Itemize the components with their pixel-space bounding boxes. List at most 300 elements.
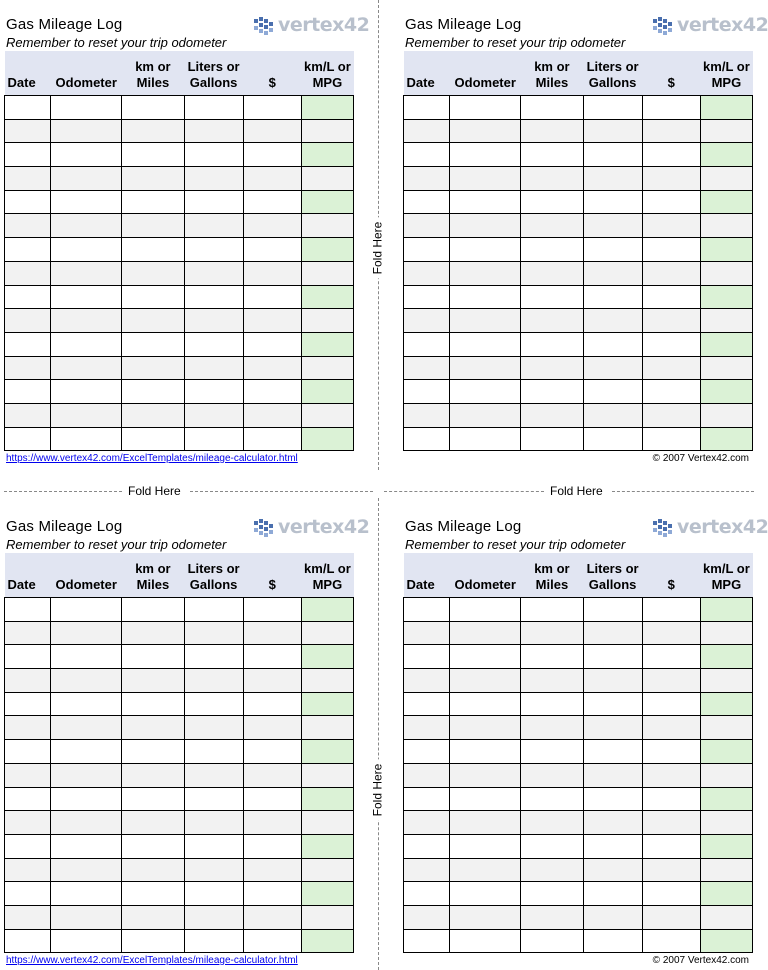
cell-date[interactable] bbox=[404, 403, 450, 427]
cell-fuel[interactable] bbox=[184, 214, 243, 238]
cell-mpg[interactable] bbox=[301, 598, 353, 622]
cell-mpg[interactable] bbox=[301, 669, 353, 693]
cell-date[interactable] bbox=[5, 380, 51, 404]
cell-fuel[interactable] bbox=[583, 811, 642, 835]
cell-date[interactable] bbox=[404, 261, 450, 285]
cell-odometer[interactable] bbox=[51, 929, 122, 953]
cell-distance[interactable] bbox=[122, 621, 184, 645]
cell-date[interactable] bbox=[5, 905, 51, 929]
cell-odometer[interactable] bbox=[450, 645, 521, 669]
cell-mpg[interactable] bbox=[700, 285, 752, 309]
cell-fuel[interactable] bbox=[184, 669, 243, 693]
cell-cost[interactable] bbox=[243, 356, 301, 380]
cell-cost[interactable] bbox=[642, 645, 700, 669]
cell-odometer[interactable] bbox=[450, 119, 521, 143]
cell-distance[interactable] bbox=[122, 214, 184, 238]
cell-odometer[interactable] bbox=[51, 645, 122, 669]
cell-date[interactable] bbox=[5, 427, 51, 451]
cell-mpg[interactable] bbox=[301, 167, 353, 191]
cell-date[interactable] bbox=[5, 834, 51, 858]
cell-distance[interactable] bbox=[521, 598, 583, 622]
cell-date[interactable] bbox=[5, 858, 51, 882]
cell-odometer[interactable] bbox=[51, 905, 122, 929]
cell-distance[interactable] bbox=[521, 692, 583, 716]
cell-cost[interactable] bbox=[243, 811, 301, 835]
cell-fuel[interactable] bbox=[583, 332, 642, 356]
cell-date[interactable] bbox=[404, 598, 450, 622]
cell-distance[interactable] bbox=[122, 645, 184, 669]
cell-fuel[interactable] bbox=[583, 692, 642, 716]
cell-cost[interactable] bbox=[642, 214, 700, 238]
cell-fuel[interactable] bbox=[583, 309, 642, 333]
cell-mpg[interactable] bbox=[301, 692, 353, 716]
cell-date[interactable] bbox=[404, 692, 450, 716]
cell-distance[interactable] bbox=[122, 380, 184, 404]
cell-distance[interactable] bbox=[521, 834, 583, 858]
cell-mpg[interactable] bbox=[700, 692, 752, 716]
cell-odometer[interactable] bbox=[51, 143, 122, 167]
cell-date[interactable] bbox=[404, 858, 450, 882]
cell-date[interactable] bbox=[5, 309, 51, 333]
cell-odometer[interactable] bbox=[51, 811, 122, 835]
cell-mpg[interactable] bbox=[700, 716, 752, 740]
cell-odometer[interactable] bbox=[450, 143, 521, 167]
cell-date[interactable] bbox=[5, 190, 51, 214]
cell-cost[interactable] bbox=[642, 261, 700, 285]
cell-distance[interactable] bbox=[122, 692, 184, 716]
cell-odometer[interactable] bbox=[51, 332, 122, 356]
cell-mpg[interactable] bbox=[700, 929, 752, 953]
cell-cost[interactable] bbox=[642, 692, 700, 716]
cell-date[interactable] bbox=[5, 882, 51, 906]
cell-distance[interactable] bbox=[122, 882, 184, 906]
cell-odometer[interactable] bbox=[51, 190, 122, 214]
cell-odometer[interactable] bbox=[450, 621, 521, 645]
cell-date[interactable] bbox=[404, 811, 450, 835]
cell-fuel[interactable] bbox=[184, 882, 243, 906]
cell-distance[interactable] bbox=[521, 858, 583, 882]
cell-mpg[interactable] bbox=[301, 143, 353, 167]
cell-mpg[interactable] bbox=[700, 598, 752, 622]
cell-odometer[interactable] bbox=[51, 309, 122, 333]
cell-date[interactable] bbox=[404, 621, 450, 645]
cell-cost[interactable] bbox=[243, 214, 301, 238]
cell-date[interactable] bbox=[404, 143, 450, 167]
cell-fuel[interactable] bbox=[184, 119, 243, 143]
cell-fuel[interactable] bbox=[184, 811, 243, 835]
cell-mpg[interactable] bbox=[700, 905, 752, 929]
cell-fuel[interactable] bbox=[583, 882, 642, 906]
cell-mpg[interactable] bbox=[301, 621, 353, 645]
vertex42-template-link[interactable]: https://www.vertex42.com/ExcelTemplates/mileage-calculator.html bbox=[6, 955, 298, 966]
cell-mpg[interactable] bbox=[700, 763, 752, 787]
cell-cost[interactable] bbox=[243, 740, 301, 764]
cell-mpg[interactable] bbox=[301, 882, 353, 906]
cell-fuel[interactable] bbox=[184, 905, 243, 929]
cell-fuel[interactable] bbox=[184, 332, 243, 356]
cell-date[interactable] bbox=[5, 645, 51, 669]
cell-odometer[interactable] bbox=[51, 858, 122, 882]
cell-mpg[interactable] bbox=[700, 143, 752, 167]
cell-fuel[interactable] bbox=[583, 190, 642, 214]
cell-mpg[interactable] bbox=[700, 858, 752, 882]
cell-cost[interactable] bbox=[642, 834, 700, 858]
cell-cost[interactable] bbox=[642, 763, 700, 787]
cell-date[interactable] bbox=[404, 214, 450, 238]
cell-date[interactable] bbox=[5, 403, 51, 427]
cell-date[interactable] bbox=[5, 763, 51, 787]
cell-mpg[interactable] bbox=[700, 811, 752, 835]
cell-distance[interactable] bbox=[521, 356, 583, 380]
cell-fuel[interactable] bbox=[583, 716, 642, 740]
cell-odometer[interactable] bbox=[450, 882, 521, 906]
cell-odometer[interactable] bbox=[51, 787, 122, 811]
cell-distance[interactable] bbox=[521, 716, 583, 740]
cell-date[interactable] bbox=[5, 929, 51, 953]
cell-mpg[interactable] bbox=[700, 190, 752, 214]
cell-date[interactable] bbox=[5, 716, 51, 740]
cell-odometer[interactable] bbox=[450, 356, 521, 380]
cell-cost[interactable] bbox=[642, 427, 700, 451]
cell-odometer[interactable] bbox=[51, 740, 122, 764]
cell-cost[interactable] bbox=[243, 834, 301, 858]
cell-distance[interactable] bbox=[122, 309, 184, 333]
cell-odometer[interactable] bbox=[51, 285, 122, 309]
cell-cost[interactable] bbox=[642, 167, 700, 191]
cell-mpg[interactable] bbox=[700, 427, 752, 451]
cell-date[interactable] bbox=[5, 238, 51, 262]
cell-distance[interactable] bbox=[122, 238, 184, 262]
cell-distance[interactable] bbox=[122, 332, 184, 356]
cell-cost[interactable] bbox=[642, 403, 700, 427]
cell-cost[interactable] bbox=[243, 96, 301, 120]
cell-odometer[interactable] bbox=[51, 96, 122, 120]
cell-cost[interactable] bbox=[243, 882, 301, 906]
cell-odometer[interactable] bbox=[450, 190, 521, 214]
cell-mpg[interactable] bbox=[301, 261, 353, 285]
cell-odometer[interactable] bbox=[450, 214, 521, 238]
cell-odometer[interactable] bbox=[450, 380, 521, 404]
cell-distance[interactable] bbox=[122, 167, 184, 191]
cell-date[interactable] bbox=[404, 119, 450, 143]
cell-fuel[interactable] bbox=[184, 858, 243, 882]
cell-odometer[interactable] bbox=[450, 740, 521, 764]
cell-fuel[interactable] bbox=[184, 403, 243, 427]
cell-cost[interactable] bbox=[243, 403, 301, 427]
cell-mpg[interactable] bbox=[700, 645, 752, 669]
cell-distance[interactable] bbox=[521, 238, 583, 262]
cell-odometer[interactable] bbox=[450, 285, 521, 309]
cell-mpg[interactable] bbox=[700, 669, 752, 693]
cell-date[interactable] bbox=[5, 96, 51, 120]
cell-mpg[interactable] bbox=[700, 356, 752, 380]
cell-fuel[interactable] bbox=[583, 285, 642, 309]
cell-fuel[interactable] bbox=[583, 96, 642, 120]
cell-distance[interactable] bbox=[122, 119, 184, 143]
cell-mpg[interactable] bbox=[301, 427, 353, 451]
cell-date[interactable] bbox=[404, 332, 450, 356]
cell-mpg[interactable] bbox=[700, 96, 752, 120]
cell-date[interactable] bbox=[5, 669, 51, 693]
cell-date[interactable] bbox=[5, 692, 51, 716]
cell-distance[interactable] bbox=[122, 834, 184, 858]
cell-mpg[interactable] bbox=[301, 190, 353, 214]
cell-cost[interactable] bbox=[642, 380, 700, 404]
cell-distance[interactable] bbox=[521, 787, 583, 811]
cell-mpg[interactable] bbox=[700, 238, 752, 262]
cell-date[interactable] bbox=[404, 929, 450, 953]
cell-cost[interactable] bbox=[243, 763, 301, 787]
cell-date[interactable] bbox=[5, 598, 51, 622]
cell-fuel[interactable] bbox=[583, 905, 642, 929]
cell-fuel[interactable] bbox=[583, 119, 642, 143]
cell-mpg[interactable] bbox=[700, 261, 752, 285]
cell-mpg[interactable] bbox=[301, 96, 353, 120]
cell-date[interactable] bbox=[404, 834, 450, 858]
cell-cost[interactable] bbox=[642, 858, 700, 882]
cell-cost[interactable] bbox=[243, 716, 301, 740]
cell-odometer[interactable] bbox=[450, 692, 521, 716]
cell-fuel[interactable] bbox=[184, 787, 243, 811]
cell-date[interactable] bbox=[404, 285, 450, 309]
cell-cost[interactable] bbox=[243, 427, 301, 451]
cell-fuel[interactable] bbox=[184, 356, 243, 380]
cell-mpg[interactable] bbox=[301, 905, 353, 929]
cell-mpg[interactable] bbox=[301, 285, 353, 309]
cell-distance[interactable] bbox=[122, 403, 184, 427]
cell-mpg[interactable] bbox=[700, 403, 752, 427]
cell-date[interactable] bbox=[5, 621, 51, 645]
cell-date[interactable] bbox=[404, 427, 450, 451]
cell-cost[interactable] bbox=[642, 905, 700, 929]
cell-cost[interactable] bbox=[243, 332, 301, 356]
cell-cost[interactable] bbox=[642, 811, 700, 835]
cell-fuel[interactable] bbox=[184, 716, 243, 740]
cell-cost[interactable] bbox=[243, 190, 301, 214]
cell-cost[interactable] bbox=[642, 96, 700, 120]
cell-mpg[interactable] bbox=[301, 356, 353, 380]
cell-cost[interactable] bbox=[642, 598, 700, 622]
cell-distance[interactable] bbox=[521, 669, 583, 693]
cell-fuel[interactable] bbox=[184, 190, 243, 214]
cell-odometer[interactable] bbox=[450, 811, 521, 835]
cell-fuel[interactable] bbox=[184, 929, 243, 953]
cell-distance[interactable] bbox=[521, 905, 583, 929]
cell-fuel[interactable] bbox=[583, 403, 642, 427]
cell-cost[interactable] bbox=[642, 929, 700, 953]
cell-distance[interactable] bbox=[521, 380, 583, 404]
cell-cost[interactable] bbox=[642, 119, 700, 143]
cell-mpg[interactable] bbox=[301, 716, 353, 740]
cell-fuel[interactable] bbox=[583, 356, 642, 380]
cell-mpg[interactable] bbox=[700, 214, 752, 238]
cell-cost[interactable] bbox=[243, 621, 301, 645]
cell-odometer[interactable] bbox=[51, 716, 122, 740]
cell-distance[interactable] bbox=[122, 598, 184, 622]
cell-fuel[interactable] bbox=[583, 621, 642, 645]
cell-distance[interactable] bbox=[521, 309, 583, 333]
cell-cost[interactable] bbox=[642, 669, 700, 693]
cell-date[interactable] bbox=[5, 167, 51, 191]
cell-cost[interactable] bbox=[243, 905, 301, 929]
cell-mpg[interactable] bbox=[301, 645, 353, 669]
cell-odometer[interactable] bbox=[51, 214, 122, 238]
cell-fuel[interactable] bbox=[184, 309, 243, 333]
cell-date[interactable] bbox=[404, 380, 450, 404]
cell-fuel[interactable] bbox=[184, 238, 243, 262]
cell-fuel[interactable] bbox=[583, 787, 642, 811]
cell-distance[interactable] bbox=[521, 929, 583, 953]
cell-distance[interactable] bbox=[521, 740, 583, 764]
cell-date[interactable] bbox=[5, 787, 51, 811]
cell-distance[interactable] bbox=[122, 261, 184, 285]
cell-date[interactable] bbox=[404, 167, 450, 191]
cell-fuel[interactable] bbox=[583, 143, 642, 167]
cell-fuel[interactable] bbox=[184, 834, 243, 858]
cell-cost[interactable] bbox=[243, 261, 301, 285]
cell-date[interactable] bbox=[5, 261, 51, 285]
cell-odometer[interactable] bbox=[450, 309, 521, 333]
cell-mpg[interactable] bbox=[700, 332, 752, 356]
cell-fuel[interactable] bbox=[583, 427, 642, 451]
cell-mpg[interactable] bbox=[301, 929, 353, 953]
cell-cost[interactable] bbox=[642, 238, 700, 262]
cell-mpg[interactable] bbox=[700, 167, 752, 191]
cell-date[interactable] bbox=[5, 119, 51, 143]
cell-mpg[interactable] bbox=[700, 834, 752, 858]
cell-distance[interactable] bbox=[521, 119, 583, 143]
cell-date[interactable] bbox=[404, 905, 450, 929]
cell-mpg[interactable] bbox=[700, 309, 752, 333]
cell-mpg[interactable] bbox=[301, 119, 353, 143]
cell-odometer[interactable] bbox=[450, 905, 521, 929]
cell-mpg[interactable] bbox=[700, 740, 752, 764]
cell-distance[interactable] bbox=[521, 214, 583, 238]
cell-mpg[interactable] bbox=[301, 214, 353, 238]
cell-distance[interactable] bbox=[521, 621, 583, 645]
cell-cost[interactable] bbox=[642, 285, 700, 309]
cell-cost[interactable] bbox=[642, 356, 700, 380]
cell-fuel[interactable] bbox=[184, 143, 243, 167]
cell-cost[interactable] bbox=[243, 119, 301, 143]
cell-fuel[interactable] bbox=[583, 261, 642, 285]
cell-distance[interactable] bbox=[521, 332, 583, 356]
cell-odometer[interactable] bbox=[51, 692, 122, 716]
cell-distance[interactable] bbox=[521, 403, 583, 427]
cell-fuel[interactable] bbox=[184, 261, 243, 285]
cell-cost[interactable] bbox=[243, 309, 301, 333]
cell-mpg[interactable] bbox=[301, 309, 353, 333]
cell-mpg[interactable] bbox=[700, 787, 752, 811]
cell-distance[interactable] bbox=[122, 190, 184, 214]
cell-fuel[interactable] bbox=[583, 740, 642, 764]
cell-cost[interactable] bbox=[243, 167, 301, 191]
cell-mpg[interactable] bbox=[301, 740, 353, 764]
cell-distance[interactable] bbox=[521, 427, 583, 451]
cell-odometer[interactable] bbox=[51, 119, 122, 143]
cell-odometer[interactable] bbox=[450, 261, 521, 285]
cell-odometer[interactable] bbox=[450, 238, 521, 262]
cell-date[interactable] bbox=[404, 356, 450, 380]
cell-odometer[interactable] bbox=[450, 929, 521, 953]
cell-date[interactable] bbox=[404, 238, 450, 262]
cell-odometer[interactable] bbox=[51, 598, 122, 622]
cell-distance[interactable] bbox=[122, 285, 184, 309]
cell-cost[interactable] bbox=[642, 190, 700, 214]
cell-odometer[interactable] bbox=[450, 427, 521, 451]
cell-fuel[interactable] bbox=[583, 238, 642, 262]
cell-date[interactable] bbox=[404, 309, 450, 333]
cell-mpg[interactable] bbox=[301, 858, 353, 882]
cell-distance[interactable] bbox=[122, 763, 184, 787]
cell-distance[interactable] bbox=[521, 96, 583, 120]
cell-odometer[interactable] bbox=[450, 716, 521, 740]
cell-date[interactable] bbox=[5, 285, 51, 309]
cell-date[interactable] bbox=[5, 356, 51, 380]
cell-fuel[interactable] bbox=[583, 858, 642, 882]
cell-odometer[interactable] bbox=[51, 882, 122, 906]
cell-odometer[interactable] bbox=[51, 356, 122, 380]
cell-date[interactable] bbox=[5, 143, 51, 167]
cell-distance[interactable] bbox=[122, 905, 184, 929]
cell-distance[interactable] bbox=[122, 427, 184, 451]
cell-date[interactable] bbox=[404, 190, 450, 214]
cell-distance[interactable] bbox=[122, 929, 184, 953]
cell-cost[interactable] bbox=[243, 598, 301, 622]
cell-mpg[interactable] bbox=[301, 787, 353, 811]
cell-cost[interactable] bbox=[243, 285, 301, 309]
cell-odometer[interactable] bbox=[450, 332, 521, 356]
cell-fuel[interactable] bbox=[583, 167, 642, 191]
cell-date[interactable] bbox=[404, 96, 450, 120]
cell-odometer[interactable] bbox=[450, 834, 521, 858]
vertex42-template-link[interactable]: https://www.vertex42.com/ExcelTemplates/mileage-calculator.html bbox=[6, 453, 298, 464]
cell-cost[interactable] bbox=[243, 143, 301, 167]
cell-mpg[interactable] bbox=[301, 238, 353, 262]
cell-distance[interactable] bbox=[521, 811, 583, 835]
cell-distance[interactable] bbox=[521, 285, 583, 309]
cell-fuel[interactable] bbox=[184, 380, 243, 404]
cell-distance[interactable] bbox=[521, 645, 583, 669]
cell-fuel[interactable] bbox=[583, 929, 642, 953]
cell-cost[interactable] bbox=[243, 238, 301, 262]
cell-date[interactable] bbox=[404, 763, 450, 787]
cell-fuel[interactable] bbox=[583, 763, 642, 787]
cell-fuel[interactable] bbox=[583, 380, 642, 404]
cell-cost[interactable] bbox=[243, 858, 301, 882]
cell-distance[interactable] bbox=[521, 143, 583, 167]
cell-cost[interactable] bbox=[642, 787, 700, 811]
cell-fuel[interactable] bbox=[583, 598, 642, 622]
cell-odometer[interactable] bbox=[51, 238, 122, 262]
cell-distance[interactable] bbox=[122, 858, 184, 882]
cell-distance[interactable] bbox=[122, 669, 184, 693]
cell-cost[interactable] bbox=[642, 740, 700, 764]
cell-fuel[interactable] bbox=[583, 669, 642, 693]
cell-mpg[interactable] bbox=[301, 403, 353, 427]
cell-fuel[interactable] bbox=[184, 740, 243, 764]
cell-distance[interactable] bbox=[122, 96, 184, 120]
cell-distance[interactable] bbox=[521, 167, 583, 191]
cell-fuel[interactable] bbox=[184, 645, 243, 669]
cell-distance[interactable] bbox=[122, 811, 184, 835]
cell-cost[interactable] bbox=[243, 669, 301, 693]
cell-distance[interactable] bbox=[122, 787, 184, 811]
cell-distance[interactable] bbox=[521, 882, 583, 906]
cell-mpg[interactable] bbox=[700, 882, 752, 906]
cell-mpg[interactable] bbox=[700, 119, 752, 143]
cell-cost[interactable] bbox=[243, 929, 301, 953]
